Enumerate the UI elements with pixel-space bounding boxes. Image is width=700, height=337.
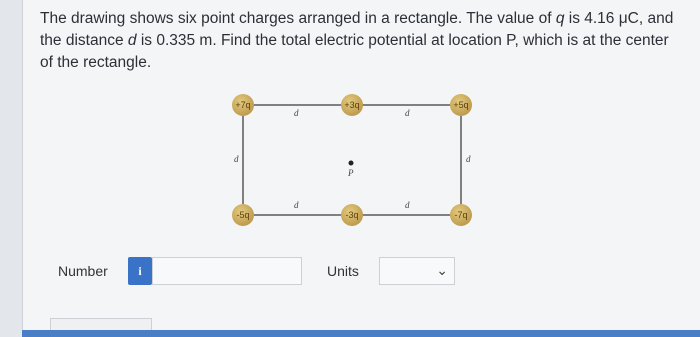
charge-bottom-mid: -3q [341,204,363,226]
info-icon[interactable]: i [128,257,152,285]
charge-bottom-left: -5q [232,204,254,226]
distance-label-top-right: d [405,108,410,118]
charge-top-mid: +3q [341,94,363,116]
chevron-down-icon: ⌄ [436,262,448,278]
charge-top-right: +5q [450,94,472,116]
point-p-label: P [348,168,354,178]
distance-label-top-left: d [294,108,299,118]
problem-statement: The drawing shows six point charges arranged in a rectangle. The value of q is 4.16 μC, and the distance d is 0.335 m. Find the total electric potential at location P, which is at the center of the rectangle. [40,10,674,71]
charge-bottom-right: -7q [450,204,472,226]
bottom-bar [22,330,700,337]
charge-top-left: +7q [232,94,254,116]
units-label: Units [327,263,359,279]
units-select[interactable] [379,257,455,285]
distance-label-bottom-left: d [294,200,299,210]
number-input[interactable] [152,257,302,285]
answer-row [22,252,700,292]
charge-diagram [230,92,490,227]
number-label: Number [58,263,108,279]
point-p-marker [349,161,354,166]
distance-label-right: d [466,154,471,164]
distance-label-left: d [234,154,239,164]
distance-label-bottom-right: d [405,200,410,210]
